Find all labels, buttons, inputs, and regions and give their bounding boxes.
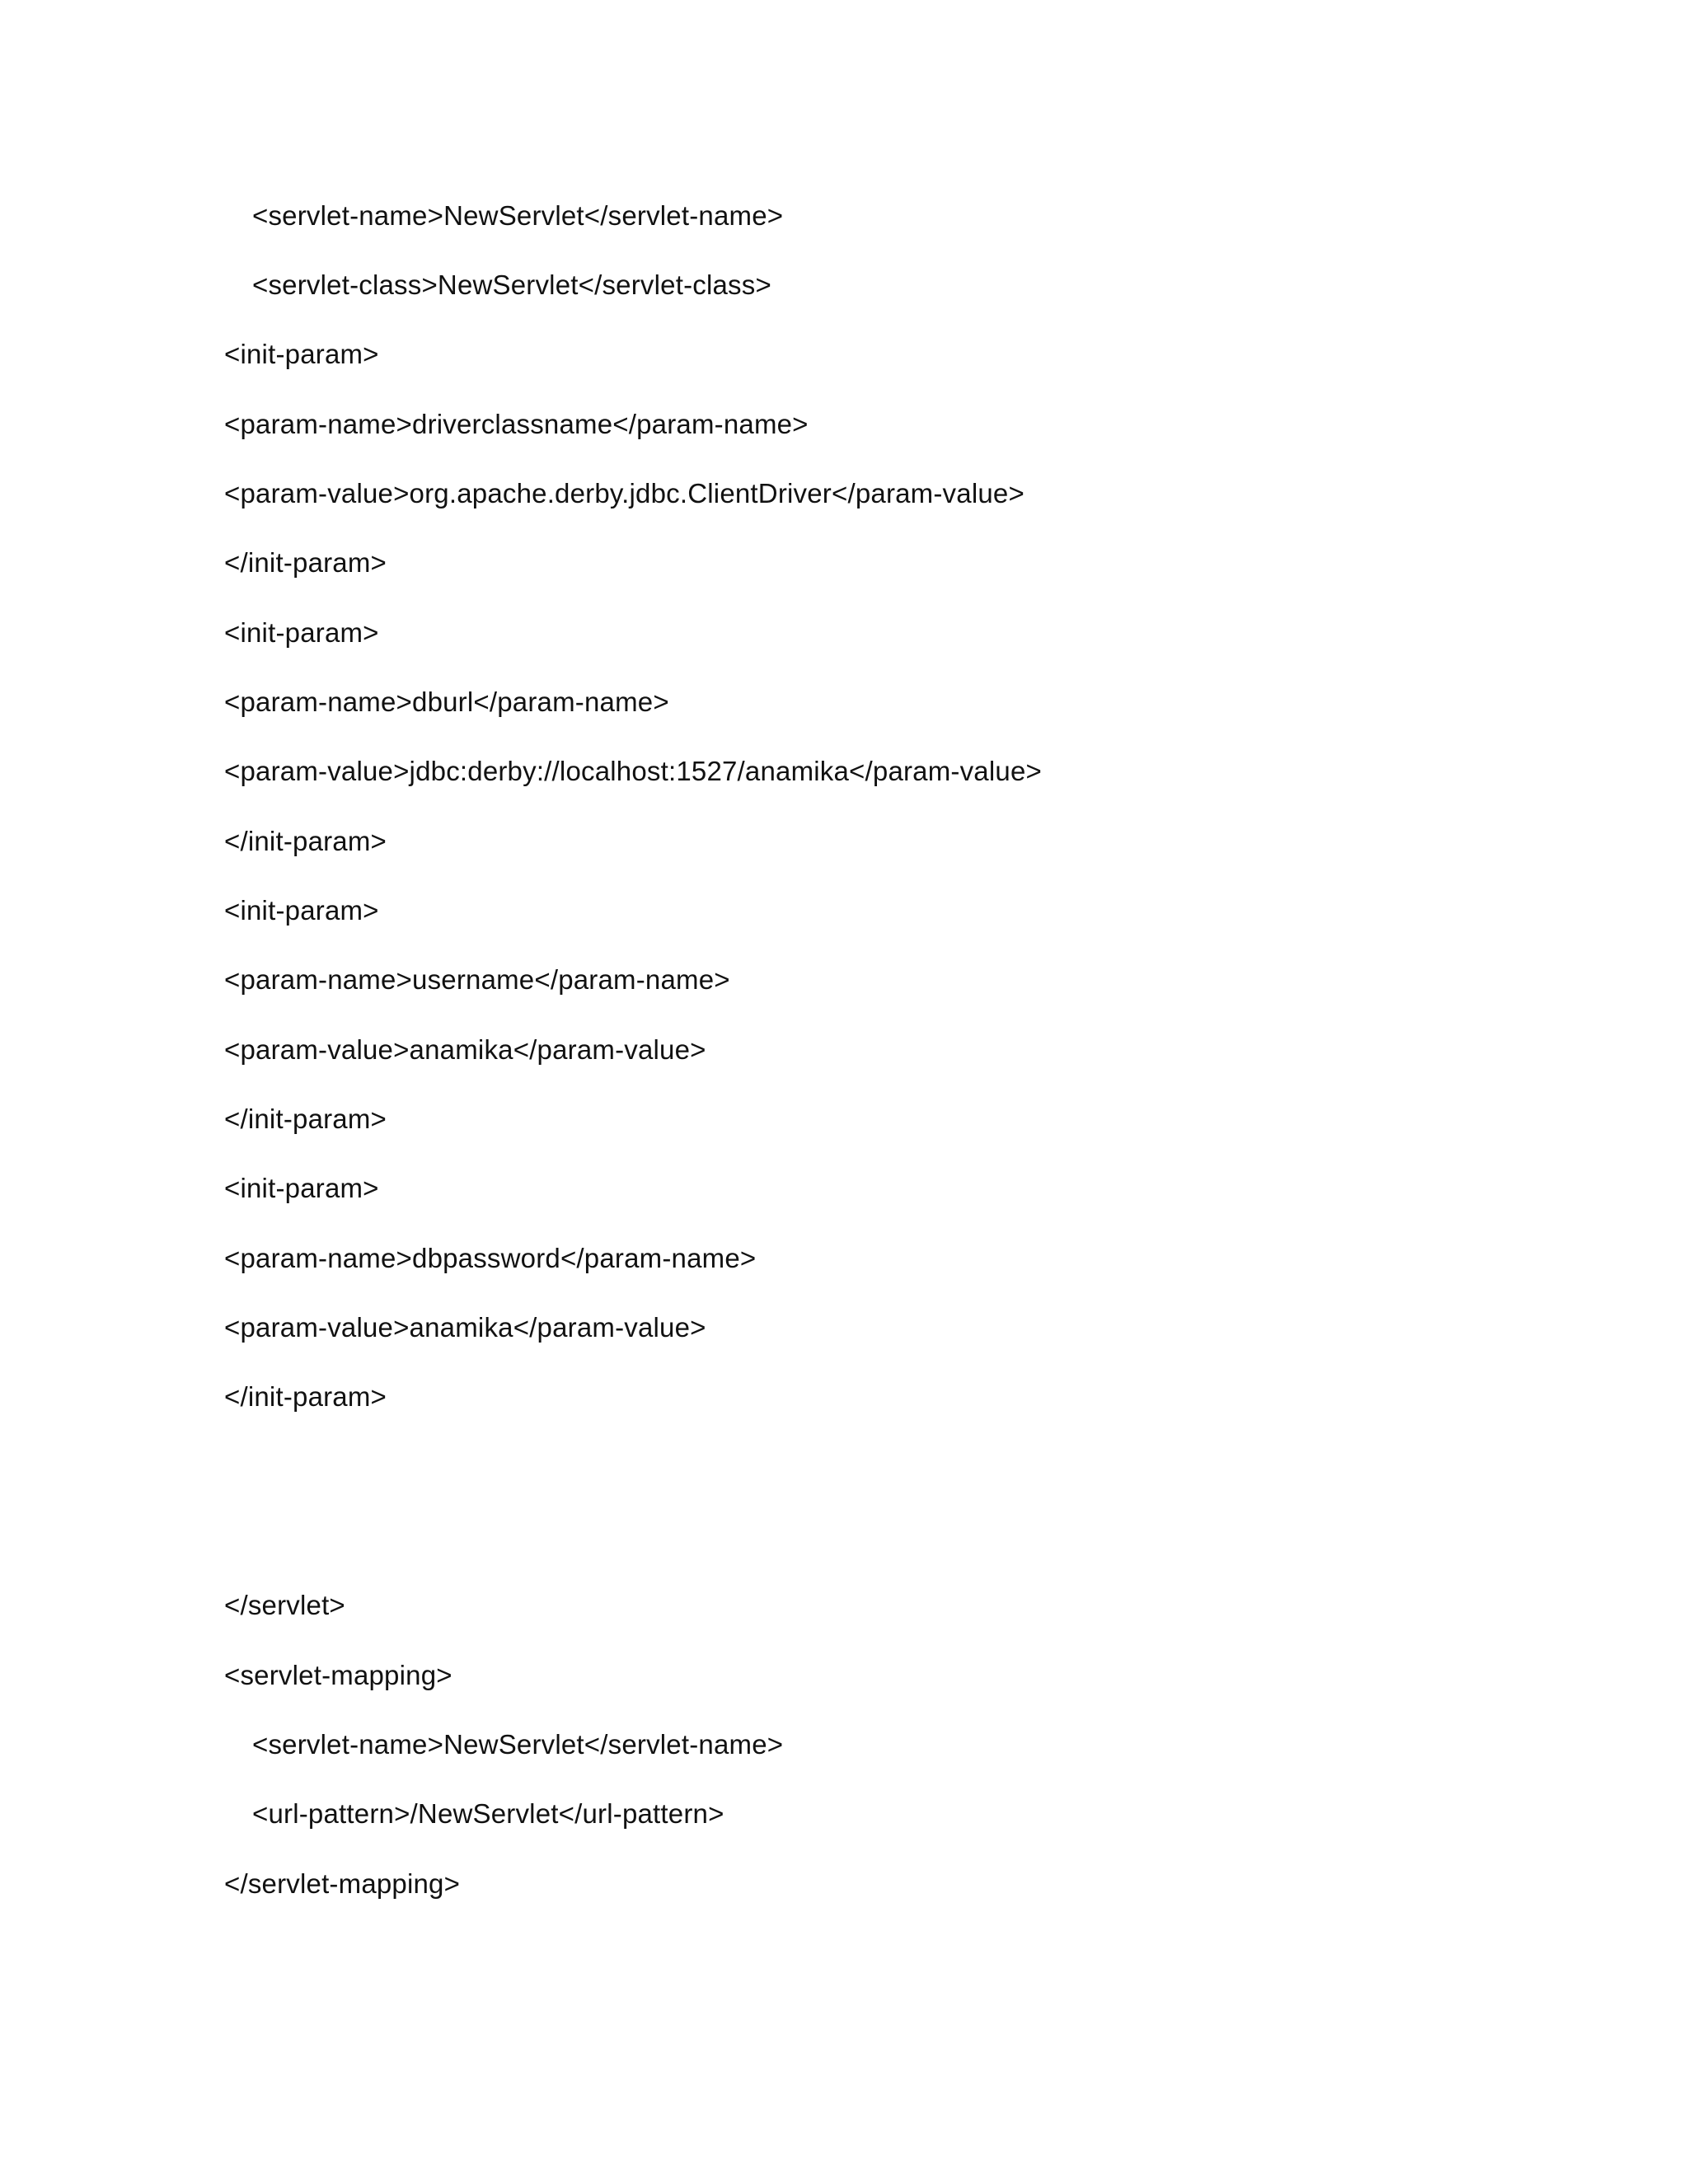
code-line-22: <url-pattern>/NewServlet</url-pattern> [252,1798,724,1829]
code-line-14: </init-param> [224,1104,387,1134]
code-line-16: <param-name>dbpassword</param-name> [224,1243,757,1273]
code-line-2: <servlet-class>NewServlet</servlet-class> [252,269,771,300]
code-line-15: <init-param> [224,1173,379,1203]
code-line-20: <servlet-mapping> [224,1660,452,1690]
code-line-7: <init-param> [224,617,379,648]
code-line-9: <param-value>jdbc:derby://localhost:1527/anamika</param-value> [224,756,1042,786]
code-line-18: </init-param> [224,1381,387,1412]
code-line-4: <param-name>driverclassname</param-name> [224,409,809,439]
code-line-1: <servlet-name>NewServlet</servlet-name> [252,200,784,231]
code-line-13: <param-value>anamika</param-value> [224,1034,706,1065]
code-line-17: <param-value>anamika</param-value> [224,1312,706,1343]
code-line-6: </init-param> [224,547,387,578]
code-line-11: <init-param> [224,895,379,926]
code-line-3: <init-param> [224,339,379,369]
code-line-21: <servlet-name>NewServlet</servlet-name> [252,1729,784,1760]
code-line-5: <param-value>org.apache.derby.jdbc.ClientDriver</param-value> [224,478,1025,509]
code-line-12: <param-name>username</param-name> [224,964,730,995]
code-line-10: </init-param> [224,826,387,856]
code-line-23: </servlet-mapping> [224,1868,461,1899]
code-line-8: <param-name>dburl</param-name> [224,687,669,717]
code-line-19: </servlet> [224,1590,345,1620]
